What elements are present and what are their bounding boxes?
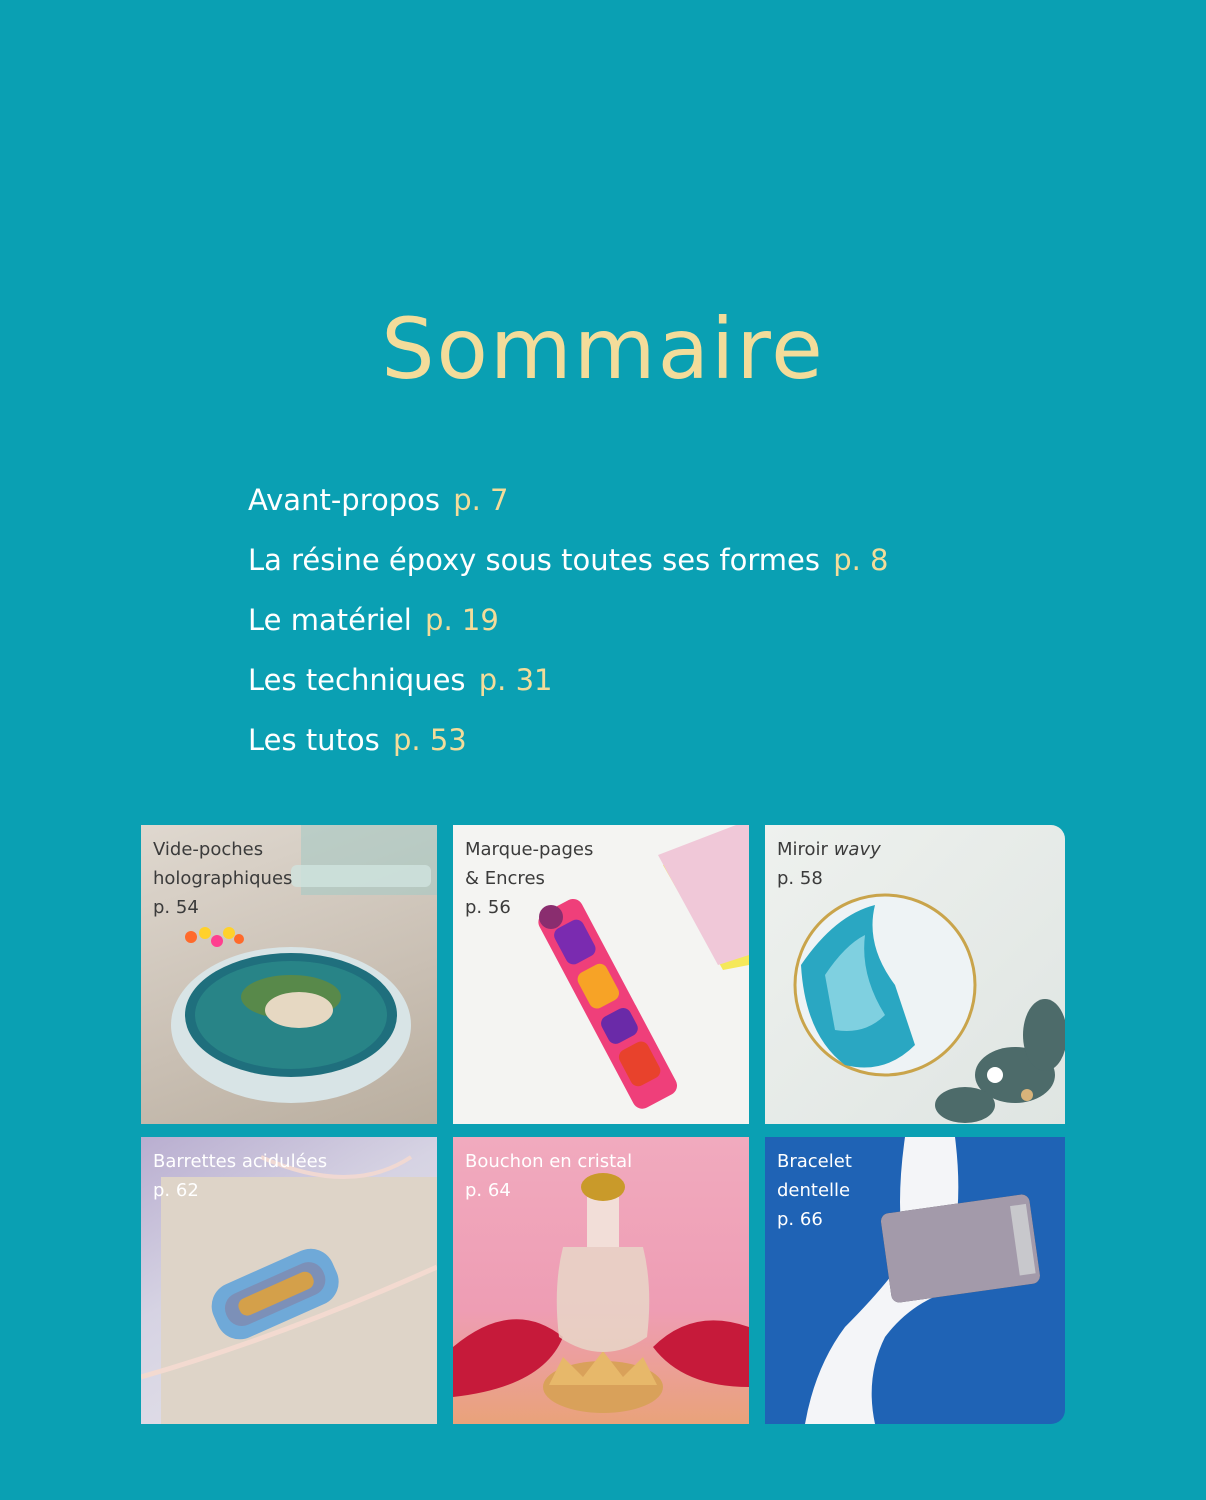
tutorial-caption <box>153 835 303 922</box>
tutorial-tile-bouchon[interactable] <box>453 1137 749 1424</box>
toc-item[interactable] <box>248 538 888 598</box>
table-of-contents <box>248 478 888 778</box>
toc-label: Avant-propos <box>248 483 440 517</box>
toc-label: La résine époxy sous toutes ses formes <box>248 543 820 577</box>
toc-label: Les techniques <box>248 663 466 697</box>
tutorial-caption <box>465 835 605 922</box>
tutorial-name: Miroir <box>777 839 828 860</box>
tutorial-tile-vide-poches[interactable] <box>141 825 437 1124</box>
tutorial-caption <box>777 1147 877 1234</box>
toc-item[interactable] <box>248 718 888 778</box>
tutorial-page: p. 64 <box>465 1180 511 1201</box>
toc-page-number: p. 31 <box>478 663 553 697</box>
tutorial-page: p. 62 <box>153 1180 199 1201</box>
tutorial-caption <box>465 1147 632 1205</box>
tutorial-page: p. 56 <box>465 897 511 918</box>
toc-page-number: p. 8 <box>833 543 889 577</box>
tutorial-caption <box>777 835 881 893</box>
toc-item[interactable] <box>248 598 888 658</box>
tutorial-tile-marque-pages[interactable] <box>453 825 749 1124</box>
tutorial-tile-barrettes[interactable] <box>141 1137 437 1424</box>
toc-item[interactable] <box>248 658 888 718</box>
tutorial-name: Bracelet dentelle <box>777 1151 852 1201</box>
tutorial-name: Marque-pages & Encres <box>465 839 594 889</box>
tutorial-tile-miroir[interactable] <box>765 825 1065 1124</box>
toc-page-number: p. 53 <box>393 723 467 757</box>
tutorial-caption <box>153 1147 327 1205</box>
tutorial-page: p. 66 <box>777 1209 823 1230</box>
tutorial-page: p. 54 <box>153 897 199 918</box>
page-title: Sommaire <box>381 300 825 398</box>
toc-page-number: p. 19 <box>425 603 499 637</box>
toc-page-number: p. 7 <box>453 483 509 517</box>
tutorial-page: p. 58 <box>777 868 823 889</box>
tutorial-name: Barrettes acidulées <box>153 1151 328 1172</box>
tutorial-name: Vide-poches holographiques <box>153 839 293 889</box>
tutorial-name-italic: wavy <box>833 839 881 860</box>
toc-label: Le matériel <box>248 603 412 637</box>
toc-label: Les tutos <box>248 723 380 757</box>
toc-item[interactable] <box>248 478 888 538</box>
tutorial-photo-grid <box>141 825 1065 1425</box>
tutorial-tile-bracelet[interactable] <box>765 1137 1065 1424</box>
tutorial-name: Bouchon en cristal <box>465 1151 633 1172</box>
